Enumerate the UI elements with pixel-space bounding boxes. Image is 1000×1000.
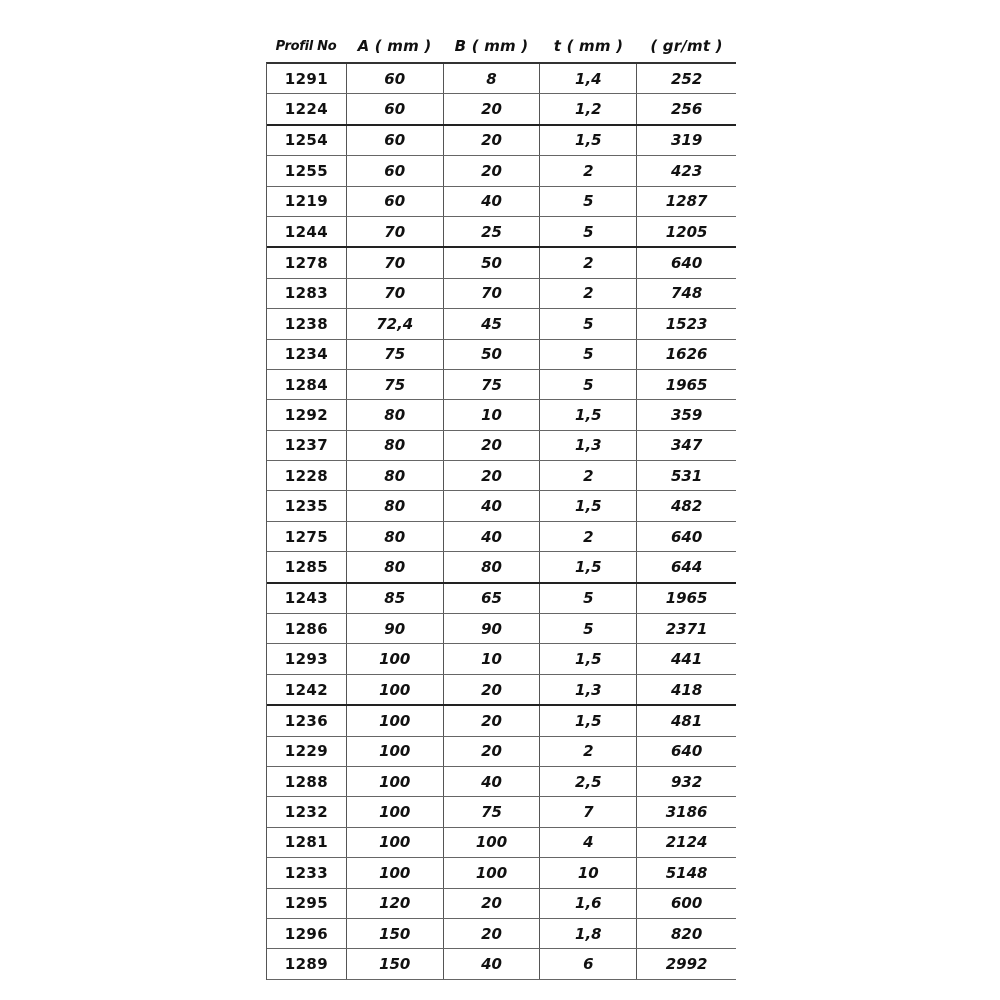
cell-a: 60 [347, 94, 444, 123]
table-body [266, 62, 736, 980]
cell-b: 40 [444, 491, 541, 520]
cell-b: 70 [444, 279, 541, 308]
cell-weight: 418 [670, 680, 703, 699]
cell-t: 2 [540, 156, 637, 185]
cell-a: 80 [347, 491, 444, 520]
cell-t: 1,6 [540, 889, 637, 918]
cell-t: 5 [540, 370, 637, 399]
cell-a: 100 [347, 644, 444, 673]
cell-a: 100 [347, 767, 444, 796]
table-row [267, 340, 736, 370]
cell-t: 2 [540, 248, 637, 277]
cell-weight: 531 [670, 466, 703, 485]
cell-b: 20 [444, 889, 541, 918]
cell-profil-no: 1284 [267, 370, 347, 399]
cell-t: 2 [540, 522, 637, 551]
cell-weight: 640 [670, 254, 703, 273]
cell-t: 1,5 [540, 400, 637, 429]
cell-profil-no: 1234 [267, 340, 347, 369]
cell-profil-no: 1295 [267, 889, 347, 918]
cell-weight: 5148 [665, 863, 708, 882]
table-row [267, 94, 736, 125]
cell-a: 80 [347, 461, 444, 490]
cell-t: 1,8 [540, 919, 637, 948]
cell-b: 45 [444, 309, 541, 338]
cell-profil-no: 1238 [267, 309, 347, 338]
cell-weight: 1287 [665, 192, 708, 211]
cell-profil-no: 1296 [267, 919, 347, 948]
cell-t: 1,5 [540, 126, 637, 155]
cell-b: 10 [444, 400, 541, 429]
table-row [267, 248, 736, 278]
cell-b: 75 [444, 370, 541, 399]
cell-weight: 1965 [665, 375, 708, 394]
cell-b: 20 [444, 94, 541, 123]
cell-weight: 319 [670, 131, 703, 150]
cell-profil-no: 1233 [267, 858, 347, 887]
cell-b: 40 [444, 187, 541, 216]
table-row [267, 64, 736, 94]
cell-t: 5 [540, 584, 637, 613]
cell-b: 20 [444, 706, 541, 735]
cell-profil-no: 1228 [267, 461, 347, 490]
table-row [267, 522, 736, 552]
cell-profil-no: 1283 [267, 279, 347, 308]
table-row [267, 156, 736, 186]
table-row [267, 187, 736, 217]
cell-t: 1,4 [540, 64, 637, 93]
cell-a: 150 [347, 919, 444, 948]
cell-t: 4 [540, 828, 637, 857]
cell-weight: 347 [670, 436, 703, 455]
cell-a: 100 [347, 675, 444, 704]
cell-b: 50 [444, 248, 541, 277]
table-row [267, 461, 736, 491]
table-row [267, 614, 736, 644]
cell-t: 2 [540, 279, 637, 308]
cell-b: 20 [444, 919, 541, 948]
cell-profil-no: 1237 [267, 431, 347, 460]
cell-profil-no: 1286 [267, 614, 347, 643]
cell-t: 1,5 [540, 491, 637, 520]
table-row [267, 644, 736, 674]
cell-weight: 2371 [665, 619, 708, 638]
cell-a: 80 [347, 552, 444, 581]
cell-profil-no: 1224 [267, 94, 347, 123]
cell-profil-no: 1243 [267, 584, 347, 613]
table-row [267, 400, 736, 430]
cell-a: 70 [347, 279, 444, 308]
table-row [267, 217, 736, 248]
cell-t: 1,5 [540, 706, 637, 735]
table-row [267, 737, 736, 767]
cell-a: 60 [347, 126, 444, 155]
cell-t: 5 [540, 614, 637, 643]
cell-profil-no: 1219 [267, 187, 347, 216]
cell-weight: 640 [670, 527, 703, 546]
header-gr-mt: ( gr/mt ) [650, 37, 723, 55]
cell-b: 20 [444, 156, 541, 185]
cell-t: 5 [540, 187, 637, 216]
table-row [267, 797, 736, 827]
cell-a: 100 [347, 706, 444, 735]
table-row [267, 584, 736, 614]
cell-profil-no: 1229 [267, 737, 347, 766]
cell-t: 2 [540, 737, 637, 766]
cell-profil-no: 1285 [267, 552, 347, 581]
cell-weight: 3186 [665, 803, 708, 822]
cell-profil-no: 1235 [267, 491, 347, 520]
cell-profil-no: 1289 [267, 949, 347, 978]
cell-profil-no: 1278 [267, 248, 347, 277]
cell-profil-no: 1288 [267, 767, 347, 796]
cell-b: 100 [444, 828, 541, 857]
cell-b: 50 [444, 340, 541, 369]
cell-t: 6 [540, 949, 637, 978]
cell-weight: 2124 [665, 833, 708, 852]
cell-a: 60 [347, 156, 444, 185]
table-row [267, 675, 736, 706]
cell-weight: 932 [670, 772, 703, 791]
table-header [266, 30, 736, 62]
cell-a: 85 [347, 584, 444, 613]
cell-weight: 1523 [665, 314, 708, 333]
cell-a: 75 [347, 370, 444, 399]
cell-t: 10 [540, 858, 637, 887]
cell-t: 5 [540, 309, 637, 338]
cell-b: 40 [444, 522, 541, 551]
cell-a: 72,4 [347, 309, 444, 338]
cell-b: 10 [444, 644, 541, 673]
cell-b: 25 [444, 217, 541, 246]
cell-b: 90 [444, 614, 541, 643]
cell-a: 80 [347, 431, 444, 460]
cell-profil-no: 1232 [267, 797, 347, 826]
cell-b: 20 [444, 737, 541, 766]
cell-t: 5 [540, 217, 637, 246]
profile-table [266, 30, 736, 980]
header-a-mm: A ( mm ) [357, 37, 432, 55]
cell-weight: 748 [670, 284, 703, 303]
cell-profil-no: 1275 [267, 522, 347, 551]
cell-b: 20 [444, 675, 541, 704]
cell-a: 150 [347, 949, 444, 978]
cell-profil-no: 1242 [267, 675, 347, 704]
table-row [267, 919, 736, 949]
cell-weight: 1205 [665, 222, 708, 241]
cell-weight: 2992 [665, 955, 708, 974]
cell-weight: 820 [670, 924, 703, 943]
cell-b: 20 [444, 461, 541, 490]
cell-weight: 256 [670, 100, 703, 119]
cell-weight: 423 [670, 161, 703, 180]
table-row [267, 279, 736, 309]
cell-a: 80 [347, 522, 444, 551]
cell-b: 65 [444, 584, 541, 613]
table-row [267, 431, 736, 461]
cell-weight: 1965 [665, 589, 708, 608]
cell-weight: 1626 [665, 345, 708, 364]
cell-a: 80 [347, 400, 444, 429]
cell-t: 1,5 [540, 644, 637, 673]
cell-profil-no: 1293 [267, 644, 347, 673]
cell-weight: 600 [670, 894, 703, 913]
cell-weight: 252 [670, 69, 703, 88]
cell-b: 20 [444, 126, 541, 155]
cell-b: 80 [444, 552, 541, 581]
cell-a: 100 [347, 828, 444, 857]
header-b-mm: B ( mm ) [454, 37, 529, 55]
cell-weight: 481 [670, 711, 703, 730]
cell-t: 1,3 [540, 431, 637, 460]
table-row [267, 491, 736, 521]
table-row [267, 889, 736, 919]
table-row [267, 767, 736, 797]
cell-a: 60 [347, 64, 444, 93]
cell-profil-no: 1281 [267, 828, 347, 857]
header-profil-no: Profil No [275, 38, 337, 54]
cell-weight: 441 [670, 650, 703, 669]
cell-profil-no: 1254 [267, 126, 347, 155]
table-row [267, 858, 736, 888]
cell-t: 1,2 [540, 94, 637, 123]
table-row [267, 552, 736, 583]
cell-weight: 640 [670, 742, 703, 761]
cell-t: 2 [540, 461, 637, 490]
table-row [267, 126, 736, 156]
cell-t: 7 [540, 797, 637, 826]
cell-profil-no: 1292 [267, 400, 347, 429]
table-row [267, 309, 736, 339]
header-t-mm: t ( mm ) [553, 37, 624, 55]
cell-t: 1,3 [540, 675, 637, 704]
cell-profil-no: 1291 [267, 64, 347, 93]
cell-b: 100 [444, 858, 541, 887]
cell-b: 40 [444, 949, 541, 978]
cell-b: 75 [444, 797, 541, 826]
cell-weight: 359 [670, 405, 703, 424]
cell-b: 20 [444, 431, 541, 460]
cell-a: 70 [347, 248, 444, 277]
table-row [267, 828, 736, 858]
table-row [267, 370, 736, 400]
cell-a: 100 [347, 797, 444, 826]
table-row [267, 949, 736, 979]
cell-a: 75 [347, 340, 444, 369]
cell-weight: 482 [670, 497, 703, 516]
cell-t: 5 [540, 340, 637, 369]
table-row [267, 706, 736, 736]
cell-a: 100 [347, 858, 444, 887]
cell-profil-no: 1255 [267, 156, 347, 185]
cell-a: 90 [347, 614, 444, 643]
cell-weight: 644 [670, 557, 703, 576]
cell-t: 1,5 [540, 552, 637, 581]
cell-a: 70 [347, 217, 444, 246]
cell-b: 40 [444, 767, 541, 796]
cell-a: 60 [347, 187, 444, 216]
cell-a: 120 [347, 889, 444, 918]
cell-profil-no: 1236 [267, 706, 347, 735]
cell-b: 8 [444, 64, 541, 93]
cell-a: 100 [347, 737, 444, 766]
cell-t: 2,5 [540, 767, 637, 796]
cell-profil-no: 1244 [267, 217, 347, 246]
